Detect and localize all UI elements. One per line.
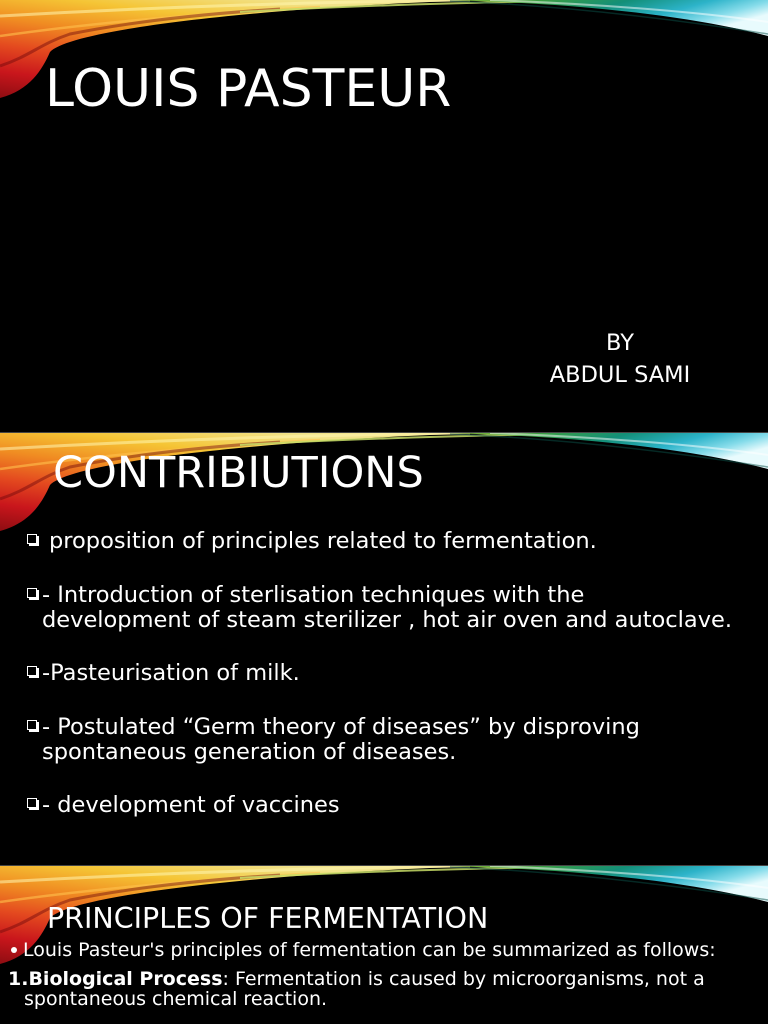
byline-label: BY — [606, 330, 634, 356]
bullet-text: -Pasteurisation of milk. — [42, 660, 300, 686]
square-bullet-icon — [27, 798, 37, 808]
bullet-list — [0, 529, 768, 818]
square-bullet-icon — [27, 588, 37, 598]
bullet-item — [0, 583, 768, 633]
slide-title: LOUIS PASTEUR — [45, 59, 452, 119]
bullet-item — [0, 529, 768, 554]
bullet-item — [0, 793, 768, 818]
byline — [520, 327, 720, 391]
bullet-item — [0, 661, 768, 686]
bullet-item — [0, 715, 768, 765]
slide-title: PRINCIPLES OF FERMENTATION — [47, 902, 489, 935]
item-line — [8, 969, 705, 989]
slide-title: CONTRIBIUTIONS — [53, 448, 424, 498]
bullet-text: - development of vaccines — [42, 792, 340, 818]
item-term: Biological Process — [28, 968, 223, 990]
bullet-text: - Introduction of sterlisation techniques with the — [42, 581, 585, 608]
bullet-text: - Postulated “Germ theory of diseases” by disproving — [42, 713, 640, 740]
bullet-text: proposition of principles related to fermentation. — [49, 528, 597, 554]
slide-1 — [0, 0, 768, 432]
item-number: 1. — [8, 968, 29, 990]
intro-text: Louis Pasteur's principles of fermentation can be summarized as follows: — [23, 939, 716, 961]
numbered-item — [8, 969, 705, 1009]
square-bullet-icon — [27, 534, 37, 544]
bullet-text: development of steam sterilizer , hot air oven and autoclave. — [42, 606, 733, 633]
square-bullet-icon — [27, 720, 37, 730]
bullet-dot-icon — [11, 947, 17, 953]
bullet-text: spontaneous generation of diseases. — [42, 738, 457, 765]
square-bullet-icon — [27, 666, 37, 676]
slide-2 — [0, 433, 768, 865]
slide-3 — [0, 866, 768, 1024]
item-text: spontaneous chemical reaction. — [24, 988, 328, 1010]
item-text: : Fermentation is caused by microorganisms, not a — [222, 968, 705, 990]
author-name: ABDUL SAMI — [549, 362, 691, 388]
